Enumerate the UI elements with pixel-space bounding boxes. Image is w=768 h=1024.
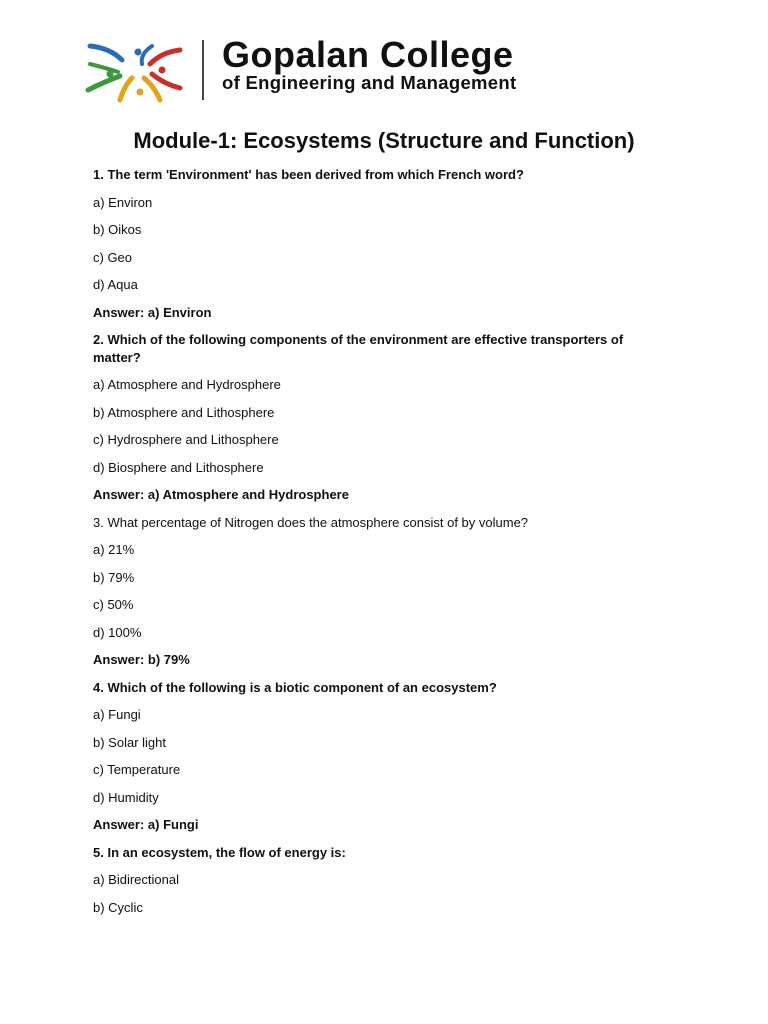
logo-divider	[202, 40, 204, 100]
question-text: 2. Which of the following components of the environment are effective transporters of matter?	[93, 332, 624, 365]
college-name: Gopalan College	[222, 34, 514, 75]
college-emblem-icon	[80, 34, 190, 104]
answer-option: d) Biosphere and Lithosphere	[93, 459, 264, 475]
answer-text: Answer: b) 79%	[93, 652, 190, 667]
answer-option: b) Atmosphere and Lithosphere	[93, 404, 275, 420]
question-text: 5. In an ecosystem, the flow of energy is:	[93, 844, 346, 860]
answer-option: b) Oikos	[93, 222, 142, 237]
college-subtitle: of Engineering and Management	[222, 72, 517, 93]
answer-option: b) 79%	[93, 569, 135, 585]
answer-option: d) Humidity	[93, 789, 159, 805]
answer-option: c) Geo	[93, 249, 133, 265]
college-logo	[80, 34, 670, 104]
question-text: 4. Which of the following is a biotic component of an ecosystem?	[93, 679, 497, 695]
answer-option: c) 50%	[93, 597, 134, 612]
answer-option: d) 100%	[93, 624, 142, 640]
page-title: Module-1: Ecosystems (Structure and Function)	[133, 128, 635, 153]
answer-option: a) Atmosphere and Hydrosphere	[93, 377, 281, 392]
question-text: 1. The term 'Environment' has been derived from which French word?	[93, 167, 524, 182]
answer-option: b) Solar light	[93, 734, 166, 750]
answer-text: Answer: a) Fungi	[93, 817, 199, 832]
answer-option: c) Temperature	[93, 762, 181, 777]
question-text: 3. What percentage of Nitrogen does the atmosphere consist of by volume?	[93, 514, 529, 530]
answer-option: a) Fungi	[93, 707, 141, 722]
answer-option: d) Aqua	[93, 277, 138, 292]
answer-option: a) 21%	[93, 542, 135, 557]
answer-option: a) Bidirectional	[93, 872, 179, 887]
question-list	[93, 166, 673, 926]
answer-text: Answer: a) Atmosphere and Hydrosphere	[93, 487, 349, 502]
answer-option: a) Environ	[93, 194, 153, 210]
answer-option: c) Hydrosphere and Lithosphere	[93, 432, 279, 447]
answer-option: b) Cyclic	[93, 899, 143, 915]
answer-text: Answer: a) Environ	[93, 304, 212, 320]
